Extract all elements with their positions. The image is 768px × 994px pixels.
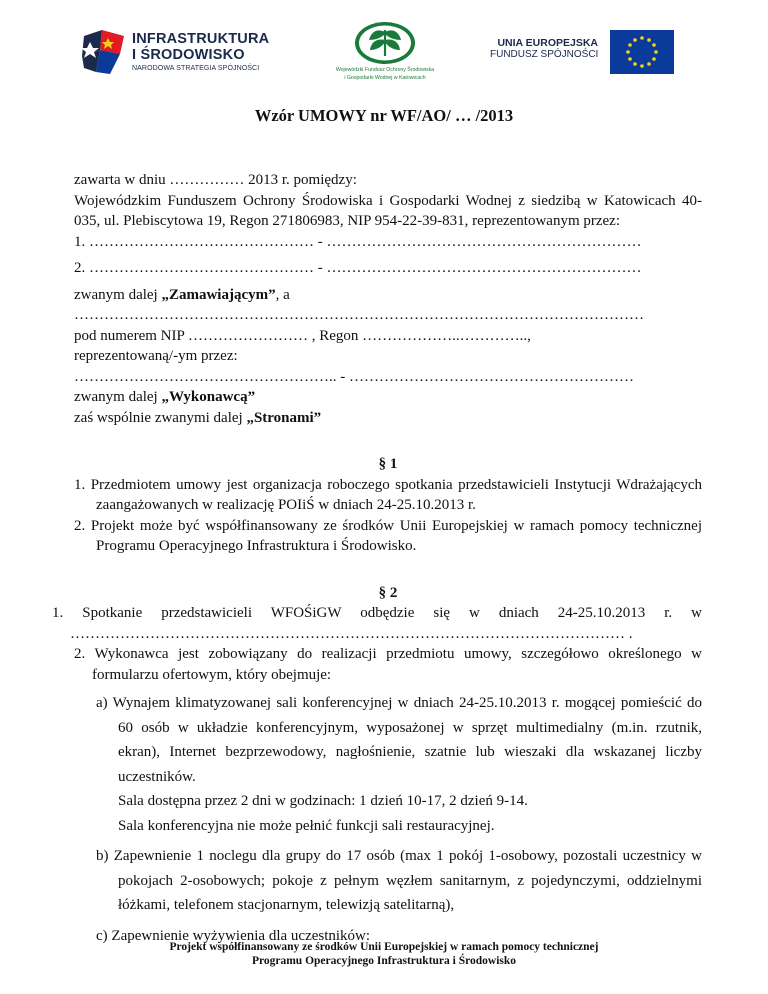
intro-date-line: zawarta w dniu …………… 2013 r. pomiędzy: <box>74 172 357 188</box>
item-c-text: c) Zapewnienie wyżywienia dla uczestników: <box>96 927 371 944</box>
intro-party-line2: 035, ul. Plebiscytowa 19, Regon 271806983, NIP 954-22-39-831, reprezentowanym przez: <box>74 213 620 229</box>
section-2-point-2: 2. Wykonawca jest zobowiązany do realizacji przedmiotu umowy, szczegółowo określonego w formularzu ofertowym, który obejmuje: <box>74 646 702 683</box>
section-2-item-a <box>96 691 702 838</box>
contractor-name-line: …………………………………………………………………………………………………… <box>74 307 644 323</box>
contractor-represented-label: reprezentowaną/-ym przez: <box>74 348 238 364</box>
infrastruktura-emblem-icon <box>80 28 128 78</box>
section-1-point-1: 1. Przedmiotem umowy jest organizacja roboczego spotkania przedstawicieli Instytucji Wdrażających zaangażowanych w realizację POIiŚ w dniach 24-25.10.2013 r. <box>74 476 702 513</box>
section-2-point-1-line2: ………………………………………………………………………………………………… . <box>70 625 633 642</box>
ordering-party-name: „Zamawiającym” <box>161 286 276 303</box>
item-a-hours: Sala dostępna przez 2 dni w godzinach: 1 dzień 10-17, 2 dzień 9-14. <box>118 793 528 809</box>
logo-wfosigw <box>310 20 460 86</box>
logo-infrastruktura <box>80 28 280 80</box>
section-1-point-2: 2. Projekt może być współfinansowany ze środków Unii Europejskiej w ramach pomocy technicznej Programu Operacyjnego Infrastruktura i Środowisko. <box>74 517 702 554</box>
ordering-party-prefix: zwanym dalej <box>74 286 162 303</box>
contractor-name: „Wykonawcą” <box>161 389 256 405</box>
infra-title-line1: INFRASTRUKTURA <box>132 31 270 47</box>
ordering-party-suffix: , a <box>275 286 290 303</box>
contract-body <box>52 170 702 948</box>
footer-line-2: Programu Operacyjnego Infrastruktura i Środowisko <box>251 955 517 967</box>
contractor-prefix: zwanym dalej <box>74 389 162 405</box>
wfos-caption-line2: i Gospodarki Wodnej w Katowicach <box>344 74 426 81</box>
item-b-text: b) Zapewnienie 1 noclegu dla grupy do 17 osób (max 1 pokój 1-osobowy, pozostali uczestnicy w pokojach 2-osobowych; pokoje z pełnym węzłem sanitarnym, z pojedynczymi, oddzielnymi łóżkami, telefonem stacjonarnym, telewizją satelitarną), <box>96 848 702 913</box>
section-1-heading: § 1 <box>378 456 398 472</box>
ordering-party-label <box>74 285 702 306</box>
section-2-item-b <box>96 844 702 918</box>
parties-prefix: zaś wspólnie zwanymi dalej <box>74 409 247 426</box>
item-a-restriction: Sala konferencyjna nie może pełnić funkcji sali restauracyjnej. <box>118 817 495 834</box>
wfos-caption-line1: Wojewódzki Fundusz Ochrony Środowiska <box>335 67 435 73</box>
section-2-point-1-line1: 1. Spotkanie przedstawicieli WFOŚiGW odbędzie się w dniach 24-25.10.2013 r. w <box>52 605 702 621</box>
eu-flag-icon <box>610 30 674 74</box>
logo-unia-europejska <box>488 30 688 76</box>
representative-line-2: 2. ……………………………………… - ……………………………………………………… <box>74 260 642 276</box>
header-logos <box>0 0 768 100</box>
contractor-nip-regon-line: pod numerem NIP …………………… , Regon ………………..………….., <box>74 327 531 344</box>
page-footer <box>0 940 768 968</box>
ue-subtitle: FUNDUSZ SPÓJNOŚCI <box>490 49 599 60</box>
parties-name: „Stronami” <box>246 409 322 426</box>
parties-label <box>74 408 702 429</box>
contractor-label <box>74 387 702 408</box>
intro-party-line1: Wojewódzkim Funduszem Ochrony Środowiska i Gospodarki Wodnej z siedzibą w Katowicach 40- <box>74 192 702 209</box>
representative-line-1: 1. ……………………………………… - ……………………………………………………… <box>74 233 642 250</box>
section-2-heading: § 2 <box>378 584 398 601</box>
ue-title: UNIA EUROPEJSKA <box>497 37 598 49</box>
infra-subtitle: NARODOWA STRATEGIA SPÓJNOŚCI <box>132 65 260 72</box>
wfos-leaf-emblem-icon <box>353 20 417 66</box>
contractor-representative-line: …………………………………………….. - ………………………………………………… <box>74 368 634 385</box>
contract-title: Wzór UMOWY nr WF/AO/ … /2013 <box>254 106 514 125</box>
infra-title-line2: I ŚRODOWISKO <box>132 47 245 63</box>
footer-line-1: Projekt współfinansowany ze środków Unii Europejskiej w ramach pomocy technicznej <box>169 941 599 953</box>
item-a-text: a) Wynajem klimatyzowanej sali konferencyjnej w dniach 24-25.10.2013 r. mogącej pomieścić do 60 osób w układzie konferencyjnym, wyposażonej w sprzęt multimedialny (m.in. rzutnik, ekran), Internet bezprzewodowy, nagłośnienie, szatnie lub wieszaki dla wskazanej liczby uczestników. <box>96 695 702 785</box>
